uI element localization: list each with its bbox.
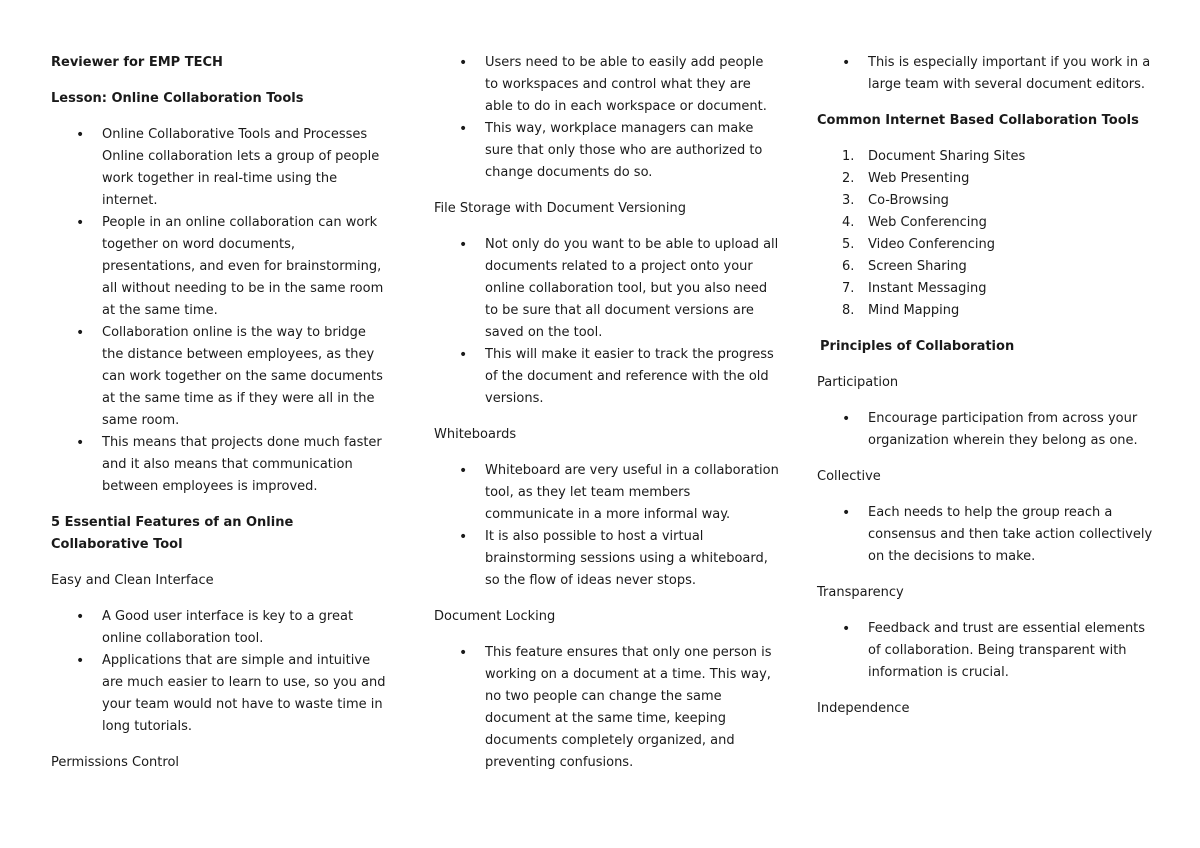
list-item	[817, 278, 1157, 300]
list-number: 1.	[842, 149, 855, 164]
section-heading-participation: Participation	[817, 375, 899, 390]
list-item: • Feedback and trust are essential elements of collaboration. Being transparent with information is crucial.	[817, 618, 1157, 684]
list-item-label: Screen Sharing	[868, 259, 967, 274]
list-item: • It is also possible to host a virtual brainstorming sessions using a whiteboard, so the flow of ideas never stops.	[434, 526, 779, 592]
list-number: 6.	[842, 259, 855, 274]
lesson-heading: Lesson: Online Collaboration Tools	[51, 91, 304, 106]
tools-numbered-list	[817, 146, 1157, 322]
list-item-label: Co-Browsing	[868, 193, 949, 208]
list-item: • Whiteboard are very useful in a collaboration tool, as they let team members communicate in a more informal way.	[434, 460, 779, 526]
list-item: • This way, workplace managers can make sure that only those who are authorized to change documents do so.	[434, 118, 779, 184]
collective-bullet-list	[817, 502, 1157, 568]
list-item: • Collaboration online is the way to bridge the distance between employees, as they can work together on the same documents at the same time as if they were all in the same room.	[51, 322, 391, 432]
locking-bullet-list	[434, 642, 779, 774]
list-item-label: Web Conferencing	[868, 215, 987, 230]
list-item: • Each needs to help the group reach a consensus and then take action collectively on the decisions to make.	[817, 502, 1157, 568]
list-number: 4.	[842, 215, 855, 230]
list-number: 7.	[842, 281, 855, 296]
whiteboards-bullet-list	[434, 460, 779, 592]
column-1	[51, 52, 391, 788]
list-item	[817, 190, 1157, 212]
list-item: • This is especially important if you work in a large team with several document editors.	[817, 52, 1157, 96]
list-item	[817, 212, 1157, 234]
list-item	[817, 234, 1157, 256]
list-item	[817, 146, 1157, 168]
list-item: • This feature ensures that only one person is working on a document at a time. This way, no two people can change the same document at the same time, keeping documents completely organized, and preventing confusions.	[434, 642, 779, 774]
section-heading-document-locking: Document Locking	[434, 609, 556, 624]
permissions-bullet-list	[434, 52, 779, 184]
list-item-label: Web Presenting	[868, 171, 970, 186]
list-item-label: Document Sharing Sites	[868, 149, 1026, 164]
tools-heading: Common Internet Based Collaboration Tools	[817, 113, 1139, 128]
section-heading-whiteboards: Whiteboards	[434, 427, 517, 442]
list-item-label: Mind Mapping	[868, 303, 960, 318]
principles-heading: Principles of Collaboration	[820, 339, 1015, 354]
list-item: • Users need to be able to easily add people to workspaces and control what they are able to do in each workspace or document.	[434, 52, 779, 118]
list-item: • Encourage participation from across your organization wherein they belong as one.	[817, 408, 1157, 452]
list-number: 3.	[842, 193, 855, 208]
section-heading-file-storage: File Storage with Document Versioning	[434, 201, 686, 216]
features-heading: 5 Essential Features of an Online Collaborative Tool	[51, 515, 294, 552]
locking-continued-bullet-list	[817, 52, 1157, 96]
section-heading-collective: Collective	[817, 469, 881, 484]
column-2	[434, 52, 779, 788]
storage-bullet-list	[434, 234, 779, 410]
list-item	[817, 300, 1157, 322]
list-item-label: Instant Messaging	[868, 281, 987, 296]
list-item-label: Video Conferencing	[868, 237, 995, 252]
list-item: • Online Collaborative Tools and Processes Online collaboration lets a group of people work together in real-time using the internet.	[51, 124, 391, 212]
list-number: 5.	[842, 237, 855, 252]
list-number: 2.	[842, 171, 855, 186]
list-item: • Applications that are simple and intuitive are much easier to learn to use, so you and your team would not have to waste time in long tutorials.	[51, 650, 391, 738]
participation-bullet-list	[817, 408, 1157, 452]
transparency-bullet-list	[817, 618, 1157, 684]
section-heading-transparency: Transparency	[817, 585, 904, 600]
list-number: 8.	[842, 303, 855, 318]
list-item: • A Good user interface is key to a great online collaboration tool.	[51, 606, 391, 650]
column-3	[817, 52, 1157, 734]
list-item: • This means that projects done much faster and it also means that communication between employees is improved.	[51, 432, 391, 498]
section-heading-permissions: Permissions Control	[51, 755, 180, 770]
document-title: Reviewer for EMP TECH	[51, 55, 223, 70]
list-item: • People in an online collaboration can work together on word documents, presentations, and even for brainstorming, all without needing to be in the same room at the same time.	[51, 212, 391, 322]
section-heading-easy-interface: Easy and Clean Interface	[51, 573, 214, 588]
list-item	[817, 168, 1157, 190]
list-item	[817, 256, 1157, 278]
easy-interface-bullet-list	[51, 606, 391, 738]
list-item: • Not only do you want to be able to upload all documents related to a project onto your online collaboration tool, but you also need to be sure that all document versions are saved on the tool.	[434, 234, 779, 344]
section-heading-independence: Independence	[817, 701, 910, 716]
intro-bullet-list	[51, 124, 391, 498]
list-item: • This will make it easier to track the progress of the document and reference with the old versions.	[434, 344, 779, 410]
